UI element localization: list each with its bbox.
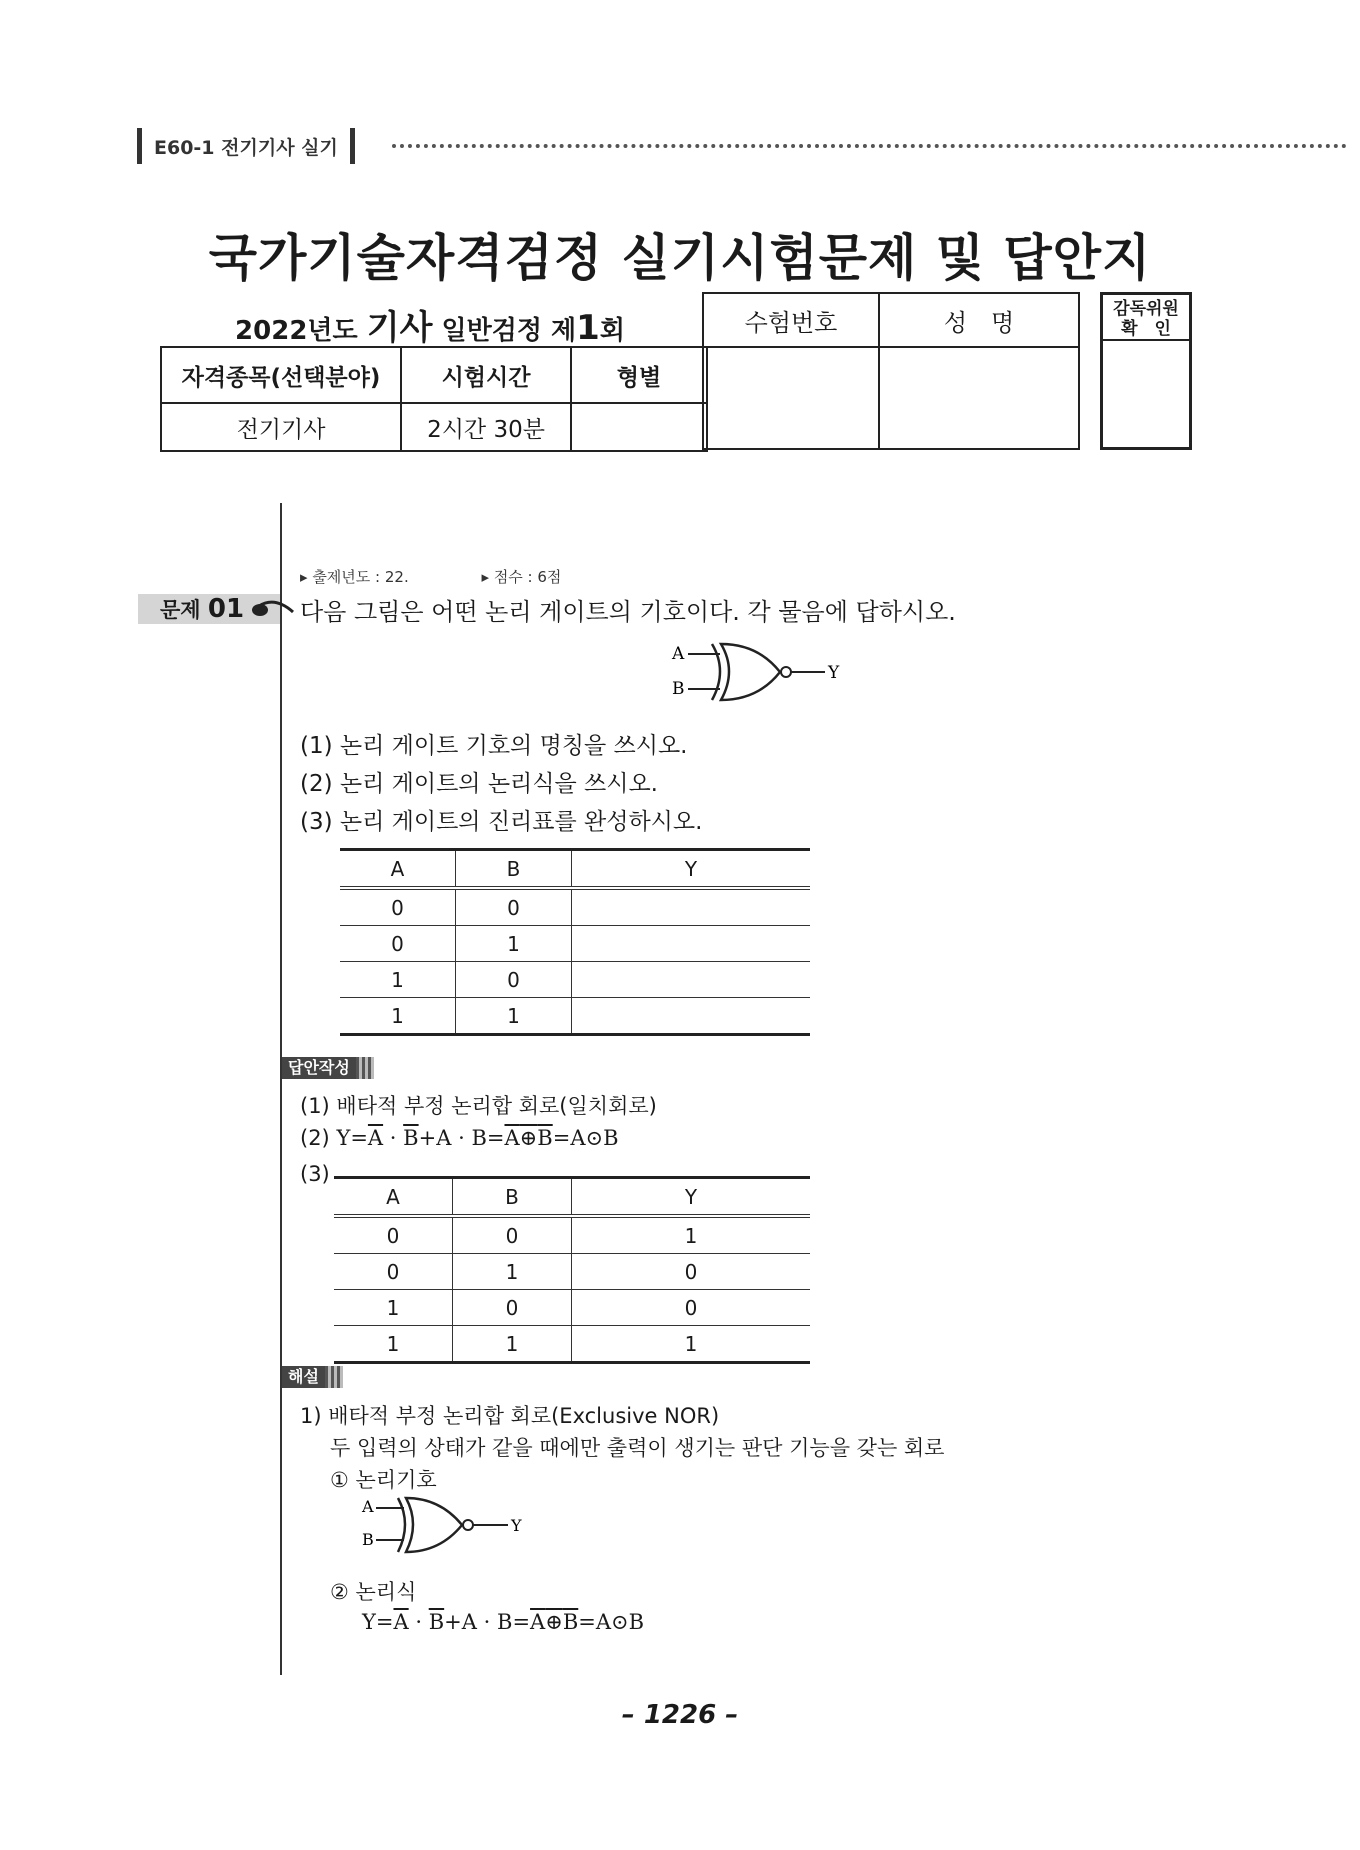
formula-eq: = [512, 1610, 531, 1634]
q-table-header-b: B [456, 850, 572, 889]
explanation-symbol-label: ① 논리기호 [330, 1468, 437, 1492]
q-cell: 0 [456, 962, 572, 998]
a-cell: 1 [572, 1326, 811, 1363]
answer-tag [282, 1057, 374, 1079]
formula-plus: + [444, 1610, 462, 1634]
exam-round-number: 1 [576, 308, 600, 348]
table-row [340, 998, 810, 1035]
q-table-header-y: Y [572, 850, 811, 889]
explanation-formula [362, 1610, 644, 1634]
q-cell: 1 [456, 926, 572, 962]
value-time: 2시간 30분 [401, 403, 571, 451]
header-time: 시험시간 [401, 347, 571, 403]
formula-a: A [436, 1126, 452, 1150]
running-header [137, 128, 355, 164]
formula-xor: ⊕ [545, 1610, 563, 1634]
exam-grade: 기사 [366, 308, 433, 348]
question-label-text: 문제 [160, 598, 201, 622]
a-cell: 1 [453, 1254, 572, 1290]
meta-score: ▸ 점수 : 6점 [481, 568, 562, 586]
q-cell [572, 962, 811, 998]
exam-round-suffix: 회 [599, 316, 625, 346]
a-table-header-y: Y [572, 1178, 811, 1217]
a-cell: 1 [334, 1290, 453, 1326]
pen-icon [249, 598, 297, 620]
table-row [334, 1326, 810, 1363]
formula-eq: = [350, 1126, 368, 1150]
sub-question-3: (3) 논리 게이트의 진리표를 완성하시오. [300, 809, 703, 835]
content-rule [280, 503, 282, 1675]
formula-b: B [471, 1126, 487, 1150]
a-table-header-b: B [453, 1178, 572, 1217]
exam-round-line [160, 300, 700, 349]
name-field [879, 347, 1079, 449]
header-type: 형별 [571, 347, 707, 403]
q-cell: 1 [456, 998, 572, 1035]
running-title: E60-1 전기기사 실기 [154, 136, 338, 159]
value-subject: 전기기사 [161, 403, 401, 451]
answer-item-2 [300, 1126, 619, 1150]
formula-xor-bar [530, 1610, 578, 1634]
formula-xnor: ⊙ [585, 1126, 604, 1150]
tag-stripes [356, 1057, 374, 1079]
table-row [334, 1216, 810, 1254]
formula-dot: · [415, 1610, 423, 1634]
answer-label: 답안작성 [282, 1057, 356, 1079]
supervisor-label-2: 확 인 [1121, 319, 1171, 339]
candidate-table [702, 292, 1080, 450]
a-cell: 0 [334, 1254, 453, 1290]
table-row [340, 888, 810, 926]
q-cell: 1 [340, 998, 456, 1035]
q-cell [572, 998, 811, 1035]
answer-item-2-prefix: (2) [300, 1126, 330, 1150]
answer-truth-table [334, 1176, 810, 1364]
q-cell [572, 888, 811, 926]
formula-dot: · [458, 1126, 465, 1150]
formula-y: Y [336, 1126, 351, 1150]
table-row [334, 1290, 810, 1326]
formula-b: B [628, 1610, 645, 1634]
q-table-header-a: A [340, 850, 456, 889]
formula-plus: + [418, 1126, 437, 1150]
exam-number-field [703, 347, 879, 449]
header-bar-right [350, 128, 355, 164]
page-number: – 1226 – [621, 1700, 739, 1730]
a-cell: 0 [572, 1290, 811, 1326]
tag-stripes [325, 1366, 343, 1388]
formula-b: B [537, 1126, 553, 1150]
gate-input-a: A [672, 644, 685, 664]
formula-a: A [461, 1610, 477, 1634]
q-cell: 1 [340, 962, 456, 998]
exam-number-label: 수험번호 [703, 293, 879, 347]
supervisor-label-1: 감독위원 [1113, 299, 1179, 319]
name-label: 성 명 [879, 293, 1079, 347]
formula-xor: ⊕ [519, 1126, 538, 1150]
formula-xnor: ⊙ [611, 1610, 629, 1634]
answer-item-1: (1) 배타적 부정 논리합 회로(일치회로) [300, 1094, 657, 1118]
formula-eq: = [375, 1610, 394, 1634]
xnor-gate-icon [660, 638, 860, 712]
formula-a-bar: $\overline{A}$ [367, 1126, 384, 1150]
answer-formula [336, 1126, 618, 1150]
page-title: 국가기술자격검정 실기시험문제 및 답안지 [208, 229, 1152, 287]
formula-y: Y [362, 1610, 376, 1634]
a-cell: 0 [453, 1290, 572, 1326]
formula-eq: = [552, 1126, 571, 1150]
formula-dot: · [483, 1610, 491, 1634]
formula-b: B [562, 1610, 579, 1634]
question-truth-table [340, 848, 810, 1036]
meta-year: ▸ 출제년도 : 22. [300, 568, 409, 586]
table-row [334, 1254, 810, 1290]
exam-category: 일반검정 [441, 316, 542, 346]
question-number: 01 [207, 594, 245, 624]
header-dotted-line [392, 144, 1347, 148]
a-cell: 1 [334, 1326, 453, 1363]
formula-eq: = [486, 1126, 505, 1150]
a-table-header-a: A [334, 1178, 453, 1217]
a-cell: 1 [572, 1216, 811, 1254]
explanation-line-1: 1) 배타적 부정 논리합 회로(Exclusive NOR) [300, 1404, 720, 1428]
explanation-label: 해설 [282, 1366, 325, 1388]
header-subject: 자격종목(선택분야) [161, 347, 401, 403]
formula-dot: · [389, 1126, 397, 1150]
question-meta [300, 566, 629, 587]
formula-eq: = [578, 1610, 596, 1634]
exam-round-prefix: 제 [551, 316, 577, 346]
sub-question-1: (1) 논리 게이트 기호의 명칭을 쓰시오. [300, 733, 688, 759]
a-cell: 1 [453, 1326, 572, 1363]
formula-xor-bar [504, 1126, 552, 1150]
q-cell [572, 926, 811, 962]
formula-a: A [570, 1126, 586, 1150]
gate-output-y: Y [511, 1516, 522, 1535]
table-row [340, 926, 810, 962]
sub-question-2: (2) 논리 게이트의 논리식을 쓰시오. [300, 771, 658, 797]
formula-b: B [497, 1610, 513, 1634]
a-cell: 0 [334, 1216, 453, 1254]
q-cell: 0 [456, 888, 572, 926]
exam-info-table [160, 346, 708, 452]
formula-b-bar: $\overline{B}$ [428, 1610, 445, 1634]
formula-a-bar: $\overline{A}$ [393, 1610, 409, 1634]
question-text: 다음 그림은 어떤 논리 게이트의 기호이다. 각 물음에 답하시오. [300, 598, 956, 626]
formula-a: A [595, 1610, 612, 1634]
a-cell: 0 [572, 1254, 811, 1290]
exam-year: 2022년도 [235, 316, 358, 346]
formula-b-bar: $\overline{B}$ [403, 1126, 419, 1150]
gate-output-y: Y [828, 663, 840, 683]
explanation-line-2: 두 입력의 상태가 같을 때에만 출력이 생기는 판단 기능을 갖는 회로 [330, 1436, 945, 1460]
gate-input-a: A [362, 1497, 374, 1516]
q-cell: 0 [340, 926, 456, 962]
gate-input-b: B [672, 679, 685, 699]
value-type [571, 403, 707, 451]
gate-input-b: B [362, 1530, 374, 1549]
answer-item-3-label: (3) [300, 1162, 330, 1186]
a-cell: 0 [453, 1216, 572, 1254]
supervisor-label [1103, 295, 1189, 341]
formula-a: A [504, 1126, 520, 1150]
explanation-formula-label: ② 논리식 [330, 1580, 417, 1604]
explanation-tag [282, 1366, 343, 1388]
formula-b: B [603, 1126, 619, 1150]
supervisor-box [1100, 292, 1192, 450]
q-cell: 0 [340, 888, 456, 926]
formula-a: A [530, 1610, 546, 1634]
xnor-gate-icon [358, 1494, 548, 1560]
table-row [340, 962, 810, 998]
